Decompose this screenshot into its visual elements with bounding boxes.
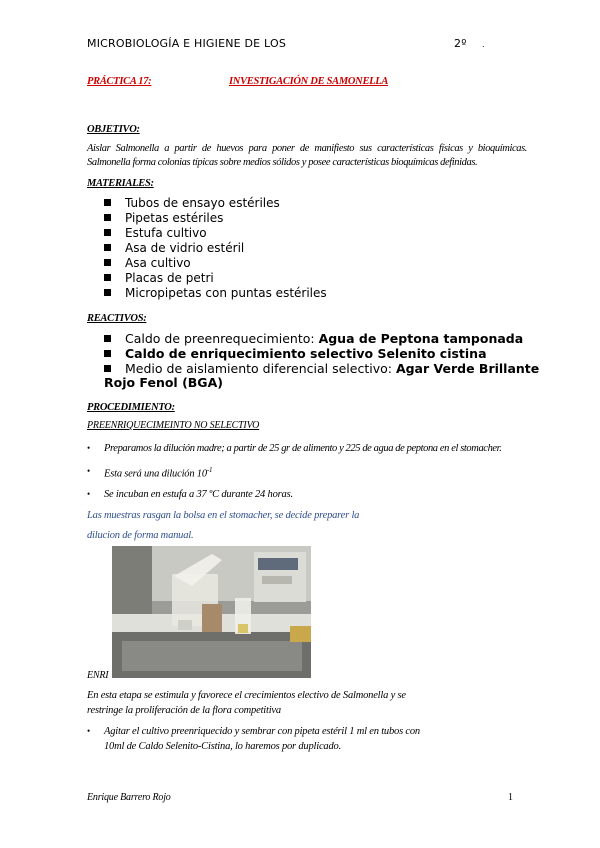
reagents-heading: REACTIVOS: — [87, 313, 147, 324]
enrichment-subheading: ENRI — [87, 670, 109, 681]
bullet-dot-icon: • — [87, 443, 91, 453]
procedure-note-line-2: dilucion de forma manual. — [87, 530, 194, 541]
procedure-step-3: Se incuban en estufa a 37 ºC durante 24 horas. — [104, 489, 293, 500]
list-item: Caldo de enriquecimiento selectivo Selenito cistina — [104, 346, 487, 361]
reagent-continuation: Rojo Fenol (BGA) — [104, 375, 223, 390]
square-bullet-icon — [104, 199, 111, 206]
bullet-dot-icon: • — [87, 726, 91, 736]
bullet-dot-icon: • — [87, 466, 91, 476]
list-item: Estufa cultivo — [104, 226, 207, 241]
list-item: Pipetas estériles — [104, 211, 223, 226]
running-header: MICROBIOLOGÍA E HIGIENE DE LOS — [87, 37, 286, 50]
header-course: 2º — [454, 37, 467, 50]
preenrichment-subheading: PREENRIQUECIMEINTO NO SELECTIVO — [87, 420, 260, 431]
list-item: Caldo de preenrequecimiento: Agua de Peptona tamponada — [104, 331, 523, 346]
square-bullet-icon — [104, 274, 111, 281]
square-bullet-icon — [104, 365, 111, 372]
practice-title: INVESTIGACIÓN DE SAMONELLA — [229, 76, 389, 87]
enrichment-step-line-2: 10ml de Caldo Selenito-Cistina, lo haremos por duplicado. — [104, 741, 341, 752]
square-bullet-icon — [104, 229, 111, 236]
practice-label: PRÁCTICA 17: — [87, 76, 152, 87]
objective-line-2: Salmonella forma colonias típicas sobre medios sólidos y posee características bioquímicas definidas. — [87, 157, 478, 168]
square-bullet-icon — [104, 214, 111, 221]
procedure-heading: PROCEDIMIENTO: — [87, 402, 175, 413]
square-bullet-icon — [104, 289, 111, 296]
bullet-dot-icon: • — [87, 489, 91, 499]
square-bullet-icon — [104, 335, 111, 342]
enrichment-line-2: restringe la proliferación de la flora competitiva — [87, 705, 281, 716]
list-item: Tubos de ensayo estériles — [104, 196, 280, 211]
square-bullet-icon — [104, 259, 111, 266]
page-number: 1 — [508, 792, 513, 803]
enrichment-step-line-1: Agitar el cultivo preenriquecido y sembrar con pipeta estéril 1 ml en tubos con — [104, 726, 420, 737]
lab-photo — [112, 546, 311, 678]
square-bullet-icon — [104, 350, 111, 357]
list-item: Asa de vidrio estéril — [104, 241, 244, 256]
list-item: Placas de petri — [104, 271, 214, 286]
header-mark: . — [482, 40, 485, 49]
footer-author: Enrique Barrero Rojo — [87, 792, 171, 803]
list-item: Asa cultivo — [104, 256, 191, 271]
list-item: Micropipetas con puntas estériles — [104, 286, 327, 301]
procedure-note-line-1: Las muestras rasgan la bolsa en el stomacher, se decide preparer la — [87, 510, 360, 521]
procedure-step-2: Esta será una dilución $10^{-1}$ — [104, 466, 213, 480]
objective-line-1: Aislar Salmonella a partir de huevos para poner de manifiesto sus características físicas y bioquímicas. — [87, 143, 527, 154]
enrichment-line-1: En esta etapa se estimula y favorece el crecimientos electivo de Salmonella y se — [87, 690, 406, 701]
procedure-step-1: Preparamos la dilución madre; a partir de 25 gr de alimento y 225 de agua de peptona en el stomacher. — [104, 443, 502, 454]
square-bullet-icon — [104, 244, 111, 251]
materials-heading: MATERIALES: — [87, 178, 154, 189]
objective-heading: OBJETIVO: — [87, 124, 140, 135]
list-item: Medio de aislamiento diferencial selectivo: Agar Verde Brillante — [104, 361, 539, 376]
